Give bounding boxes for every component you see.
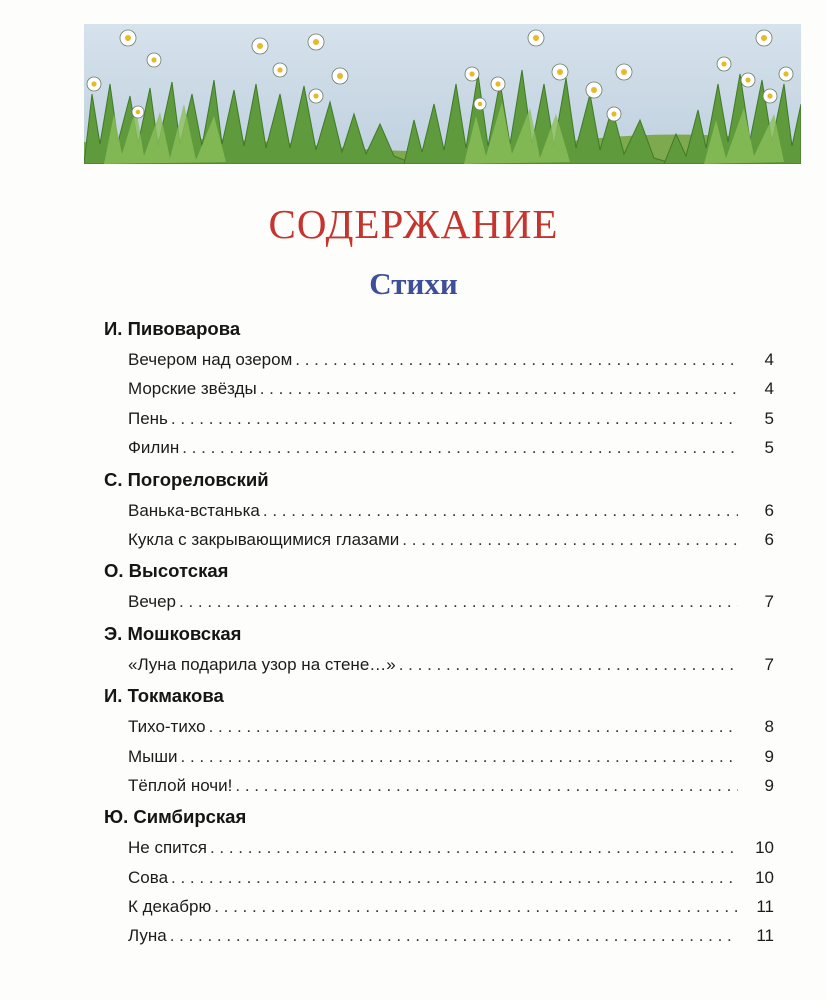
toc-entry-page: 4	[764, 350, 774, 369]
toc-entry-page: 5	[764, 438, 774, 458]
toc-entry[interactable]	[104, 863, 774, 892]
toc-entry-title: «Луна подарила узор на стене…»	[128, 654, 396, 674]
toc-author: Э. Мошковская	[104, 622, 242, 644]
section-subtitle: Стихи	[369, 266, 458, 301]
toc-entry[interactable]	[104, 374, 774, 403]
toc-entry[interactable]	[104, 433, 774, 462]
dot-leader	[171, 404, 738, 433]
dot-leader	[260, 374, 738, 403]
dot-leader	[171, 863, 738, 892]
dot-leader	[170, 921, 738, 950]
toc-entry-title: Луна	[128, 926, 167, 946]
toc-entry-title: Морские звёзды	[128, 379, 257, 399]
toc-entry-page: 9	[764, 775, 774, 795]
toc-author: И. Токмакова	[104, 685, 224, 707]
toc-author: О. Высотская	[104, 560, 229, 582]
toc-entry-title: Вечер	[128, 592, 176, 612]
toc-entry[interactable]	[104, 587, 774, 616]
toc-entry[interactable]	[104, 892, 774, 921]
toc-entry-title: Тихо-тихо	[128, 717, 206, 737]
toc-entry-title: Мыши	[128, 746, 178, 766]
toc-entry-page: 4	[764, 379, 774, 399]
toc-entry-page: 9	[764, 746, 774, 766]
dot-leader	[209, 712, 738, 741]
toc-entry-title: Ванька-встанька	[128, 500, 260, 520]
toc-entry[interactable]	[104, 921, 774, 950]
toc-entry-page: 10	[755, 838, 774, 858]
toc-entry[interactable]	[104, 771, 774, 800]
toc-author: Ю. Симбирская	[104, 806, 247, 828]
header-illustration	[84, 24, 801, 164]
toc-entry-title: К декабрю	[128, 897, 212, 917]
dot-leader	[179, 587, 738, 616]
dot-leader	[295, 345, 738, 374]
page-title: СОДЕРЖАНИЕ	[268, 201, 559, 247]
toc-entry-title: Пень	[128, 408, 168, 428]
dot-leader	[399, 650, 738, 679]
toc-entry-page: 10	[755, 867, 774, 887]
toc-entry-title: Филин	[128, 438, 180, 458]
toc-author: И. Пивоварова	[104, 318, 241, 339]
dot-leader	[210, 833, 738, 862]
toc-entry-page: 7	[764, 592, 774, 612]
daisy-meadow-illustration	[84, 24, 801, 164]
toc-author: С. Погореловский	[104, 468, 269, 490]
toc-entry-page: 6	[764, 529, 774, 549]
toc-entry[interactable]	[104, 496, 774, 525]
dot-leader	[181, 742, 738, 771]
toc-entry-page: 7	[764, 654, 774, 674]
toc-entry-title: Сова	[128, 867, 169, 887]
table-of-contents	[104, 312, 774, 951]
toc-entry[interactable]	[104, 833, 774, 862]
toc-entry-title: Не спится	[128, 838, 207, 858]
toc-entry[interactable]	[104, 404, 774, 433]
toc-entry-page: 5	[764, 408, 774, 428]
dot-leader	[235, 771, 738, 800]
toc-entry-page: 6	[764, 500, 774, 520]
toc-entry-title: Тёплой ночи!	[128, 775, 233, 795]
dot-leader	[214, 892, 738, 921]
toc-entry[interactable]	[104, 712, 774, 741]
dot-leader	[263, 496, 738, 525]
toc-entry-page: 11	[756, 926, 774, 946]
toc-entry-page: 8	[764, 717, 774, 737]
toc-entry-page: 11	[756, 897, 774, 917]
toc-entry-title: Кукла с закрывающимися глазами	[128, 529, 400, 549]
toc-entry[interactable]	[104, 650, 774, 679]
toc-entry[interactable]	[104, 525, 774, 554]
dot-leader	[402, 525, 738, 554]
dot-leader	[182, 433, 738, 462]
toc-entry-title: Вечером над озером	[128, 350, 293, 369]
toc-entry[interactable]	[104, 742, 774, 771]
toc-entry[interactable]	[104, 345, 774, 374]
